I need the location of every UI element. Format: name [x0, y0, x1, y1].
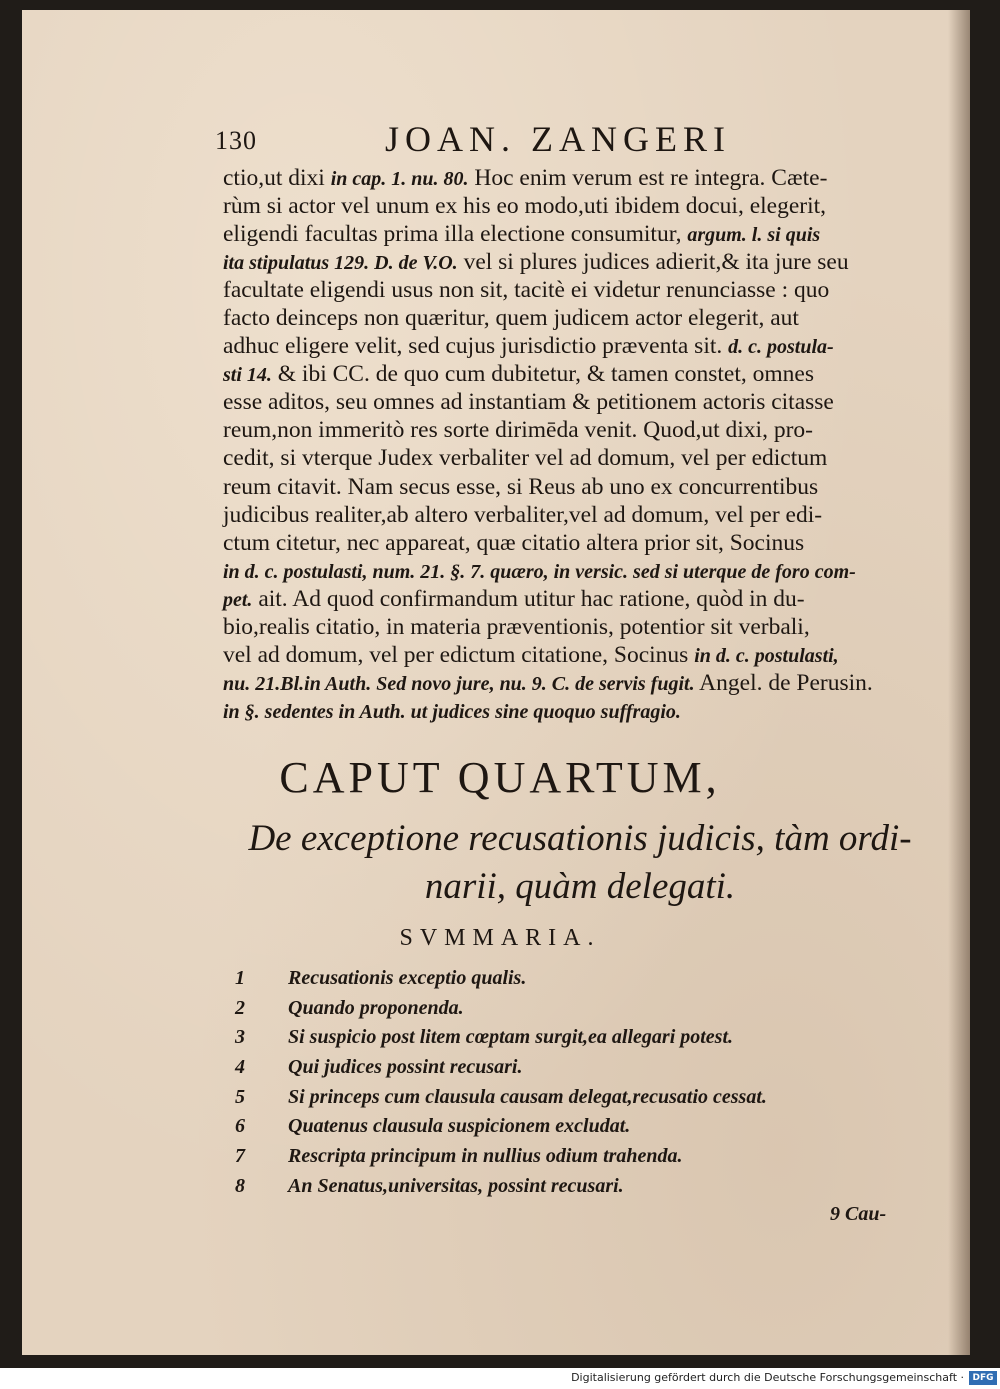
summaria-text: Si suspicio post litem cœptam surgit,ea allegari potest.	[288, 1026, 734, 1049]
line-text: facto deinceps non quæritur, quem judicem actor elegerit, aut	[223, 305, 799, 332]
text-line	[223, 473, 923, 501]
citation-text: argum. l. si quis	[687, 224, 821, 247]
page-number: 130	[215, 126, 257, 155]
summaria-number: 3	[235, 1026, 245, 1049]
chapter-rubric-line: narii, quàm delegati.	[424, 866, 736, 907]
dfg-logo-icon: DFG	[969, 1371, 997, 1385]
summaria-number: 5	[235, 1085, 245, 1108]
text-line	[223, 220, 923, 248]
citation-text: nu. 21.Bl.in Auth. Sed novo jure, nu. 9. C. de servis fugit.	[223, 672, 695, 695]
line-text: cedit, si vterque Judex verbaliter vel ad domum, vel per edictum	[223, 445, 828, 472]
text-line	[223, 248, 923, 276]
text-line	[223, 332, 923, 360]
text-line	[223, 529, 923, 557]
text-line	[223, 501, 923, 529]
summaria-text: Rescripta principum in nullius odium trahenda.	[288, 1145, 683, 1168]
body-text	[223, 164, 923, 725]
summaria-item	[235, 1175, 855, 1205]
page-gutter-shadow	[948, 10, 970, 1355]
line-text: vel si plures judices adierit,& ita jure seu	[457, 249, 849, 276]
citation-text: pet.	[223, 588, 253, 611]
citation-text: in §. sedentes in Auth. ut judices sine quoquo suffragio.	[223, 700, 681, 723]
summaria-text: Qui judices possint recusari.	[288, 1056, 523, 1079]
line-text: Angel. de Perusin.	[694, 669, 873, 696]
summaria-number: 6	[235, 1115, 245, 1138]
digitization-footer	[0, 1368, 1000, 1389]
citation-text: ita stipulatus 129. D. de V.O.	[223, 252, 458, 275]
citation-text: in d. c. postulasti,	[694, 644, 839, 667]
line-text: bio,realis citatio, in materia præventionis, potentior sit verbali,	[223, 613, 810, 640]
catchword: 9 Cau-	[830, 1203, 887, 1225]
text-line	[223, 669, 923, 697]
summaria-item	[235, 1086, 855, 1116]
summaria-number: 8	[235, 1174, 245, 1197]
line-text: eligendi facultas prima illa electione consumitur,	[223, 221, 688, 248]
summaria-number: 7	[235, 1145, 245, 1168]
line-text: ctio,ut dixi	[223, 165, 331, 191]
text-line	[223, 585, 923, 613]
line-text: & ibi CC. de quo cum dubitetur, & tamen constet, omnes	[271, 361, 815, 388]
text-line	[223, 697, 923, 725]
chapter-title: CAPUT QUARTUM,	[279, 753, 721, 802]
citation-text: sti 14.	[223, 364, 272, 387]
text-line	[223, 276, 923, 304]
line-text: judicibus realiter,ab altero verbaliter,vel ad domum, vel per edi-	[223, 501, 823, 528]
summaria-item	[235, 1145, 855, 1175]
line-text: esse aditos, seu omnes ad instantiam & petitionem actoris citasse	[223, 389, 834, 416]
line-text: facultate eligendi usus non sit, tacitè ei videtur renunciasse : quo	[223, 277, 830, 304]
text-line	[223, 164, 923, 192]
text-line	[223, 388, 923, 416]
summaria-number: 4	[235, 1056, 245, 1079]
summaria-heading: SVMMARIA.	[399, 925, 601, 951]
running-head: JOAN. ZANGERI	[385, 119, 731, 159]
summaria-item	[235, 967, 855, 997]
chapter-rubric	[230, 815, 930, 911]
summaria-item	[235, 1115, 855, 1145]
text-line	[223, 416, 923, 444]
footer-credit: Digitalisierung gefördert durch die Deutsche Forschungsgemeinschaft ·	[571, 1371, 964, 1384]
summaria-text: Quatenus clausula suspicionem excludat.	[288, 1115, 631, 1138]
citation-text: in cap. 1. nu. 80.	[330, 168, 469, 190]
text-line	[223, 304, 923, 332]
line-text: reum citavit. Nam secus esse, si Reus ab uno ex concurrentibus	[223, 473, 819, 500]
page-header	[215, 118, 915, 162]
citation-text: in d. c. postulasti, num. 21. §. 7. quæro, in versic. sed si uterque de foro com-	[223, 560, 856, 583]
summaria-text: Recusationis exceptio qualis.	[288, 967, 527, 989]
citation-text: d. c. postula-	[728, 336, 834, 359]
text-line	[223, 613, 923, 641]
text-line	[223, 641, 923, 669]
summaria-text: An Senatus,universitas, possint recusari.	[288, 1174, 624, 1197]
line-text: reum,non immeritò res sorte dirimēda venit. Quod,ut dixi, pro-	[223, 417, 813, 444]
line-text: adhuc eligere velit, sed cujus jurisdictio præventa sit.	[223, 333, 729, 360]
summaria-list	[235, 967, 855, 1205]
summaria-item	[235, 1026, 855, 1056]
chapter-rubric-line: De exceptione recusationis judicis, tàm ordi-	[248, 818, 912, 859]
summaria-text: Si princeps cum clausula causam delegat,recusatio cessat.	[288, 1085, 767, 1108]
text-line	[223, 360, 923, 388]
line-text: ait. Ad quod confirmandum utitur hac ratione, quòd in du-	[252, 585, 805, 612]
summaria-item	[235, 997, 855, 1027]
text-line	[223, 192, 923, 220]
text-line	[223, 444, 923, 472]
summaria-number: 2	[235, 996, 245, 1019]
summaria-item	[235, 1056, 855, 1086]
line-text: vel ad domum, vel per edictum citatione, Socinus	[223, 641, 695, 668]
summaria-text: Quando proponenda.	[288, 996, 464, 1019]
line-text: ctum citetur, nec appareat, quæ citatio altera prior sit, Socinus	[223, 529, 805, 556]
line-text: Hoc enim verum est re integra. Cæte-	[468, 165, 828, 191]
line-text: rùm si actor vel unum ex his eo modo,uti ibidem docui, elegerit,	[223, 193, 827, 220]
summaria-number: 1	[235, 967, 245, 989]
text-line	[223, 557, 923, 585]
